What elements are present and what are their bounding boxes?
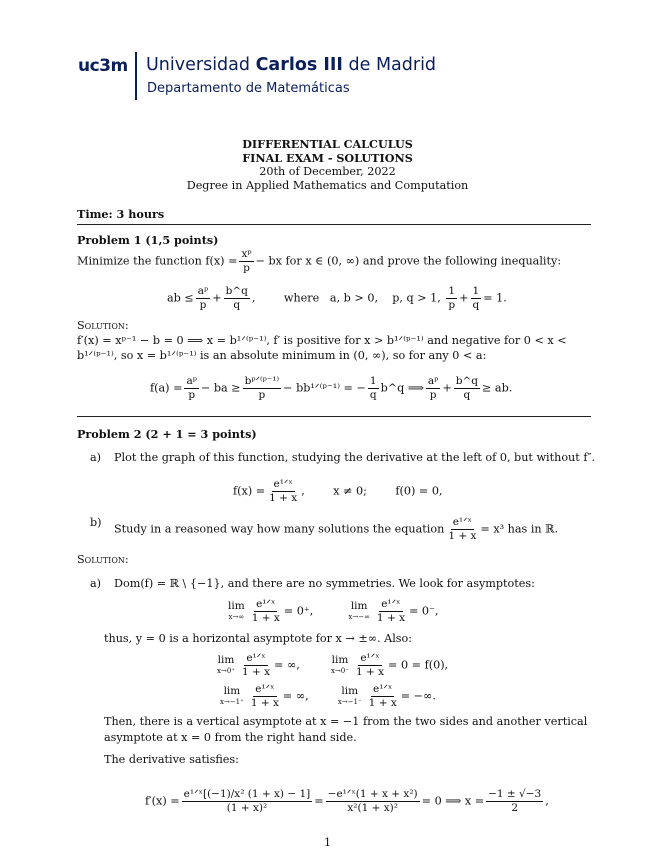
- den: 1 + x: [251, 612, 280, 624]
- num: e¹ᐟˣ: [273, 478, 293, 490]
- num: b^q: [225, 285, 248, 297]
- limit: [228, 601, 245, 623]
- fraction: [224, 285, 250, 312]
- lim: lim: [217, 653, 235, 666]
- function-definition: [233, 478, 443, 505]
- text: ab ≤: [167, 291, 194, 305]
- text: = 0 ⟹ x =: [421, 794, 485, 808]
- text: = 1.: [483, 291, 507, 305]
- fraction: [243, 375, 281, 402]
- text: +: [212, 291, 222, 305]
- num: e¹ᐟˣ: [255, 683, 275, 695]
- text: b^q ⟹: [380, 381, 424, 395]
- den: p: [243, 262, 250, 274]
- inequality: ab ≤ $\frac{\text{aᵖ}}{p}$ + $\frac{b\^{}q}{q}$ , where a, b > 0, p, q > 1, $\frac{1}{p}$ + $\frac{1}{q}$ = 1.: [167, 285, 507, 311]
- fraction: [354, 652, 386, 679]
- fraction: [326, 788, 420, 815]
- text: +: [442, 381, 452, 395]
- den: 2: [511, 802, 519, 814]
- text: = −∞.: [400, 689, 436, 703]
- lim: lim: [331, 653, 349, 666]
- fraction: [426, 375, 440, 402]
- text: = ∞,: [282, 689, 309, 703]
- num: e¹ᐟˣ: [452, 516, 473, 528]
- uni-part: Universidad: [146, 55, 256, 75]
- vertical-asymptote-text: Then, there is a vertical asymptote at x = −1 from the two sides and another vertical: [104, 715, 588, 728]
- den: p: [188, 389, 196, 401]
- solution-label: Solution:: [77, 553, 129, 566]
- divider: [77, 416, 591, 417]
- num: 1: [472, 285, 480, 297]
- fraction: [446, 285, 457, 312]
- text: − ba ≥: [200, 381, 241, 395]
- text: ,: [545, 794, 549, 808]
- num: bᵖᐟ⁽ᵖ⁻¹⁾: [244, 375, 280, 387]
- asymptote-text: thus, y = 0 is a horizontal asymptote for x → ±∞. Also:: [104, 632, 413, 645]
- limit-row: [220, 683, 436, 710]
- fraction: [182, 788, 313, 815]
- num: −e¹ᐟˣ(1 + x + x²): [327, 788, 418, 800]
- text: f(x) =: [233, 484, 266, 498]
- text: , where a, b > 0, p, q > 1,: [251, 291, 441, 305]
- text: = ∞,: [274, 658, 300, 672]
- limit: [348, 601, 370, 623]
- fraction: [196, 285, 210, 312]
- fraction: [375, 598, 407, 625]
- text: = x³ has in ℝ.: [480, 522, 559, 536]
- part-b-text: [114, 516, 558, 543]
- den: p: [448, 299, 456, 311]
- fraction: [240, 652, 272, 679]
- limit: [338, 686, 362, 708]
- lim-sub: x→∞: [228, 612, 245, 621]
- time-limit: Time: 3 hours: [77, 207, 165, 221]
- course-title: DIFFERENTIAL CALCULUS: [242, 137, 413, 151]
- text: f′(x) =: [145, 794, 180, 808]
- lim-sub: x→−1⁺: [220, 697, 244, 706]
- department-name: Departamento de Matemáticas: [147, 81, 350, 96]
- num: aᵖ: [197, 285, 209, 297]
- problem-2-heading: Problem 2 (2 + 1 = 3 points): [77, 427, 257, 441]
- den: q: [233, 299, 241, 311]
- num: e¹ᐟˣ: [381, 598, 401, 610]
- den: x²(1 + x)²: [347, 802, 398, 814]
- derivative-equation: [145, 788, 549, 815]
- solution-a-label: a): [90, 577, 102, 590]
- num: e¹ᐟˣ[(−1)/x² (1 + x) − 1]: [183, 788, 311, 800]
- part-a-text: Plot the graph of this function, studying the derivative at the left of 0, but without f″.: [114, 451, 596, 464]
- limit: [220, 686, 244, 708]
- den: 1 + x: [448, 530, 477, 542]
- uni-bold: Carlos III: [255, 55, 343, 75]
- text: =: [314, 794, 324, 808]
- page-number: 1: [323, 836, 332, 849]
- text: = 0⁺,: [283, 604, 314, 618]
- num: 1: [448, 285, 456, 297]
- num: aᵖ: [427, 375, 439, 387]
- logo-divider: [135, 52, 137, 100]
- fraction: [267, 478, 299, 505]
- degree: Degree in Applied Mathematics and Computation: [186, 179, 469, 192]
- den: 1 + x: [368, 697, 397, 709]
- lim: lim: [341, 684, 359, 697]
- university-name: [146, 55, 436, 75]
- text: f(a) =: [150, 381, 183, 395]
- text: , x ≠ 0; f(0) = 0,: [301, 484, 443, 498]
- lim-sub: x→0⁻: [330, 666, 349, 675]
- num: e¹ᐟˣ: [246, 652, 266, 664]
- den: q: [369, 389, 377, 401]
- text: = 0 = f(0),: [388, 658, 449, 672]
- text: − bx for x ∈ (0, ∞) and prove the following inequality:: [255, 254, 562, 268]
- text: Minimize the function f(x) =: [77, 254, 238, 268]
- den: q: [463, 389, 471, 401]
- den: p: [429, 389, 437, 401]
- den: p: [199, 299, 207, 311]
- fraction: [250, 598, 282, 625]
- num: 1: [369, 375, 377, 387]
- num: e¹ᐟˣ: [373, 683, 393, 695]
- fraction: [368, 375, 379, 402]
- limit-row: [228, 598, 439, 625]
- num: aᵖ: [186, 375, 197, 387]
- text: ≥ ab.: [481, 381, 513, 395]
- problem-1-heading: Problem 1 (1,5 points): [77, 233, 219, 247]
- text: = 0⁻,: [409, 604, 439, 618]
- den: 1 + x: [250, 697, 279, 709]
- derivative-label: The derivative satisfies:: [104, 753, 239, 766]
- den: p: [258, 389, 266, 401]
- den: q: [472, 299, 480, 311]
- fraction: [184, 375, 198, 402]
- solution-line: f′(x) = xᵖ⁻¹ − b = 0 ⟹ x = b¹ᐟ⁽ᵖ⁻¹⁾, f′ is positive for x > b¹ᐟ⁽ᵖ⁻¹⁾ and negative for 0 < x <: [77, 334, 567, 347]
- exam-title: FINAL EXAM - SOLUTIONS: [242, 151, 413, 165]
- limit: [331, 655, 349, 677]
- exam-date: 20th of December, 2022: [259, 165, 396, 178]
- vertical-asymptote-text: asymptote at x = 0 from the right hand side.: [104, 731, 357, 744]
- num: e¹ᐟˣ: [360, 652, 380, 664]
- logo-short: uc3m: [78, 56, 128, 76]
- lim: lim: [223, 684, 241, 697]
- fraction: [486, 788, 543, 815]
- fraction: [249, 683, 281, 710]
- fraction: [446, 516, 478, 543]
- limit: [217, 655, 235, 677]
- fraction: [454, 375, 480, 402]
- solution-label: Solution:: [77, 319, 129, 332]
- uni-tail: de Madrid: [342, 55, 437, 75]
- fraction: [239, 248, 253, 275]
- num: xᵖ: [241, 248, 252, 260]
- text: Study in a reasoned way how many solutions the equation: [114, 522, 445, 536]
- lim: lim: [350, 599, 368, 612]
- lim-sub: x→−∞: [348, 612, 370, 621]
- part-b-label: b): [90, 516, 102, 529]
- problem-1-statement: [77, 248, 561, 275]
- den: (1 + x)²: [226, 802, 268, 814]
- fraction: [471, 285, 482, 312]
- num: b^q: [455, 375, 478, 387]
- text: − bb¹ᐟ⁽ᵖ⁻¹⁾ = −: [283, 381, 366, 395]
- limit-row: [217, 652, 448, 679]
- lim-sub: x→0⁺: [217, 666, 235, 675]
- den: 1 + x: [376, 612, 405, 624]
- solution-equation: [150, 375, 512, 402]
- divider: [77, 224, 591, 225]
- lim: lim: [228, 599, 245, 612]
- solution-line: b¹ᐟ⁽ᵖ⁻¹⁾, so x = b¹ᐟ⁽ᵖ⁻¹⁾ is an absolute minimum in (0, ∞), so for any 0 < a:: [77, 349, 487, 362]
- part-a-label: a): [90, 451, 102, 464]
- lim-sub: x→−1⁻: [337, 697, 362, 706]
- fraction: [367, 683, 399, 710]
- den: 1 + x: [241, 666, 271, 678]
- num: e¹ᐟˣ: [256, 598, 276, 610]
- den: 1 + x: [355, 666, 385, 678]
- den: 1 + x: [269, 492, 298, 504]
- num: −1 ± √−3: [488, 788, 542, 800]
- solution-a-text: Dom(f) = ℝ \ {−1}, and there are no symmetries. We look for asymptotes:: [114, 577, 535, 590]
